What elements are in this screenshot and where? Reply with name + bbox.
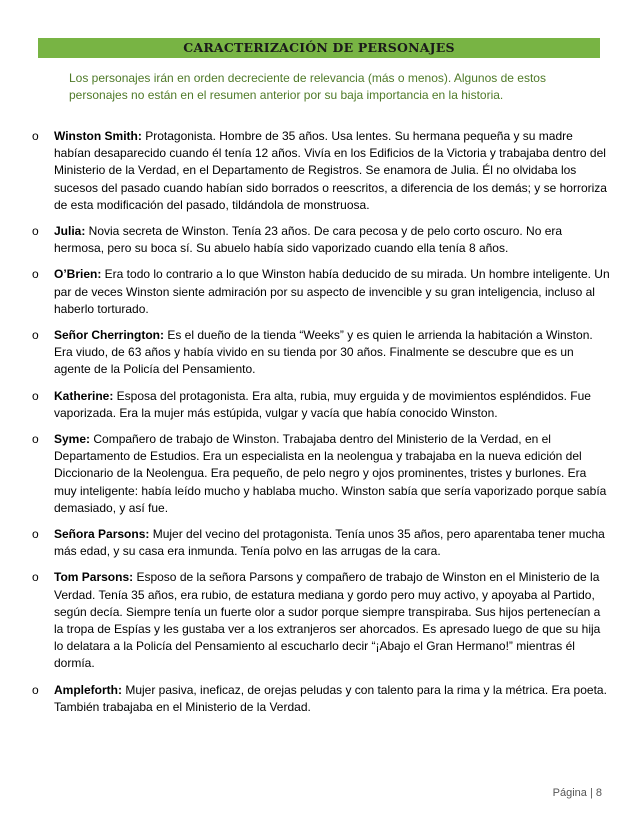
character-description: Es el dueño de la tienda “Weeks” y es quien le arrienda la habitación a Winston. Era viudo, de 63 años y había vivido en su tienda por 30 años. Finalmente se descubre que es un agente de la Policía del Pensamiento.: [54, 328, 593, 377]
character-description: Mujer del vecino del protagonista. Tenía unos 35 años, pero aparentaba tener mucha más edad, y su casa era inmunda. Tenía polvo en las arrugas de la cara.: [54, 527, 605, 559]
bullet-icon: o: [32, 682, 39, 697]
character-list: [32, 128, 612, 725]
list-item: [32, 526, 612, 560]
bullet-icon: o: [32, 527, 39, 542]
bullet-icon: o: [32, 328, 39, 343]
character-name: Señora Parsons:: [54, 527, 150, 542]
character-description: Era todo lo contrario a lo que Winston había deducido de su mirada. Un hombre inteligente. Un par de veces Winston siente admiración por su aspecto de invencible y su gran inteligencia, incluso al haberlo torturado.: [54, 267, 610, 316]
character-name: Señor Cherrington:: [54, 328, 164, 343]
bullet-icon: o: [32, 224, 39, 239]
list-item: [32, 431, 612, 517]
bullet-icon: o: [32, 129, 39, 143]
bullet-icon: o: [32, 570, 39, 585]
character-name: O’Brien:: [54, 267, 102, 282]
character-description: Esposo de la señora Parsons y compañero de trabajo de Winston en el Ministerio de la Verdad. Tenía 35 años, era rubio, de estatura mediana y gordo pero muy activo, y apoyaba al Partido, según decía. Siempre tenía un fuerte olor a sudor porque siempre transpiraba. Sus hijos pertenecían a la tropa de Espías y les gustaba ver a los extranjeros ser ahorcados. Es apresado luego de que su hija lo delatara a la Policía del Pensamiento al escucharlo decir “¡Abajo el Gran Hermano!” mientras él dormía.: [54, 570, 601, 671]
bullet-icon: o: [32, 267, 39, 282]
character-name: Julia:: [54, 224, 86, 239]
page-title: CARACTERIZACIÓN DE PERSONAJES: [38, 38, 600, 58]
bullet-icon: o: [32, 388, 39, 403]
character-description: Protagonista. Hombre de 35 años. Usa lentes. Su hermana pequeña y su madre habían desaparecido cuando él tenía 12 años. Vivía en los Edificios de la Victoria y trabajaba dentro del Ministerio de la Verdad, en el Departamento de Registros. Se enamora de Julia. Él no olvidaba los sucesos del pasado cuando habían sido borrados o reescritos, a diferencia de los demás; y se horroriza de esta modificación del pasado, tildándola de monstruosa.: [54, 129, 607, 212]
intro-paragraph: Los personajes irán en orden decreciente de relevancia (más o menos). Algunos de estos personajes no están en el resumen anterior por su baja importancia en la historia.: [69, 71, 546, 102]
list-item: [32, 327, 612, 379]
list-item: [32, 128, 612, 214]
list-item: [32, 388, 612, 422]
character-name: Tom Parsons:: [54, 570, 134, 585]
character-name: Winston Smith:: [54, 129, 142, 143]
bullet-icon: o: [32, 432, 39, 447]
list-item: [32, 682, 612, 716]
character-description: Mujer pasiva, ineficaz, de orejas peludas y con talento para la rima y la métrica. Era poeta. También trabajaba en el Ministerio de la Verdad.: [54, 682, 607, 714]
list-item: [32, 266, 612, 318]
character-name: Katherine:: [54, 388, 114, 403]
page-number: Página | 8: [552, 787, 602, 799]
character-description: Novia secreta de Winston. Tenía 23 años. De cara pecosa y de pelo corto oscuro. No era hermosa, pero su boca sí. Su abuelo había sido vaporizado cuando ella tenía 8 años.: [54, 224, 563, 256]
character-description: Esposa del protagonista. Era alta, rubia, muy erguida y de movimientos espléndidos. Fue vaporizada. Era la mujer más estúpida, vulgar y vacía que había conocido Winston.: [54, 388, 591, 420]
character-name: Ampleforth:: [54, 682, 122, 697]
list-item: [32, 569, 612, 672]
list-item: [32, 223, 612, 257]
character-name: Syme:: [54, 432, 91, 447]
character-description: Compañero de trabajo de Winston. Trabajaba dentro del Ministerio de la Verdad, en el Departamento de Estudios. Era un especialista en la neolengua y trabajaba en la nueva edición del Diccionario de la Neolengua. Era pequeño, de pelo negro y ojos prominentes, tristes y burlones. Era muy inteligente: había leído mucho y hablaba mucho. Winston sabía que sería vaporizado porque sabía demasiado, y así fue.: [54, 432, 607, 515]
